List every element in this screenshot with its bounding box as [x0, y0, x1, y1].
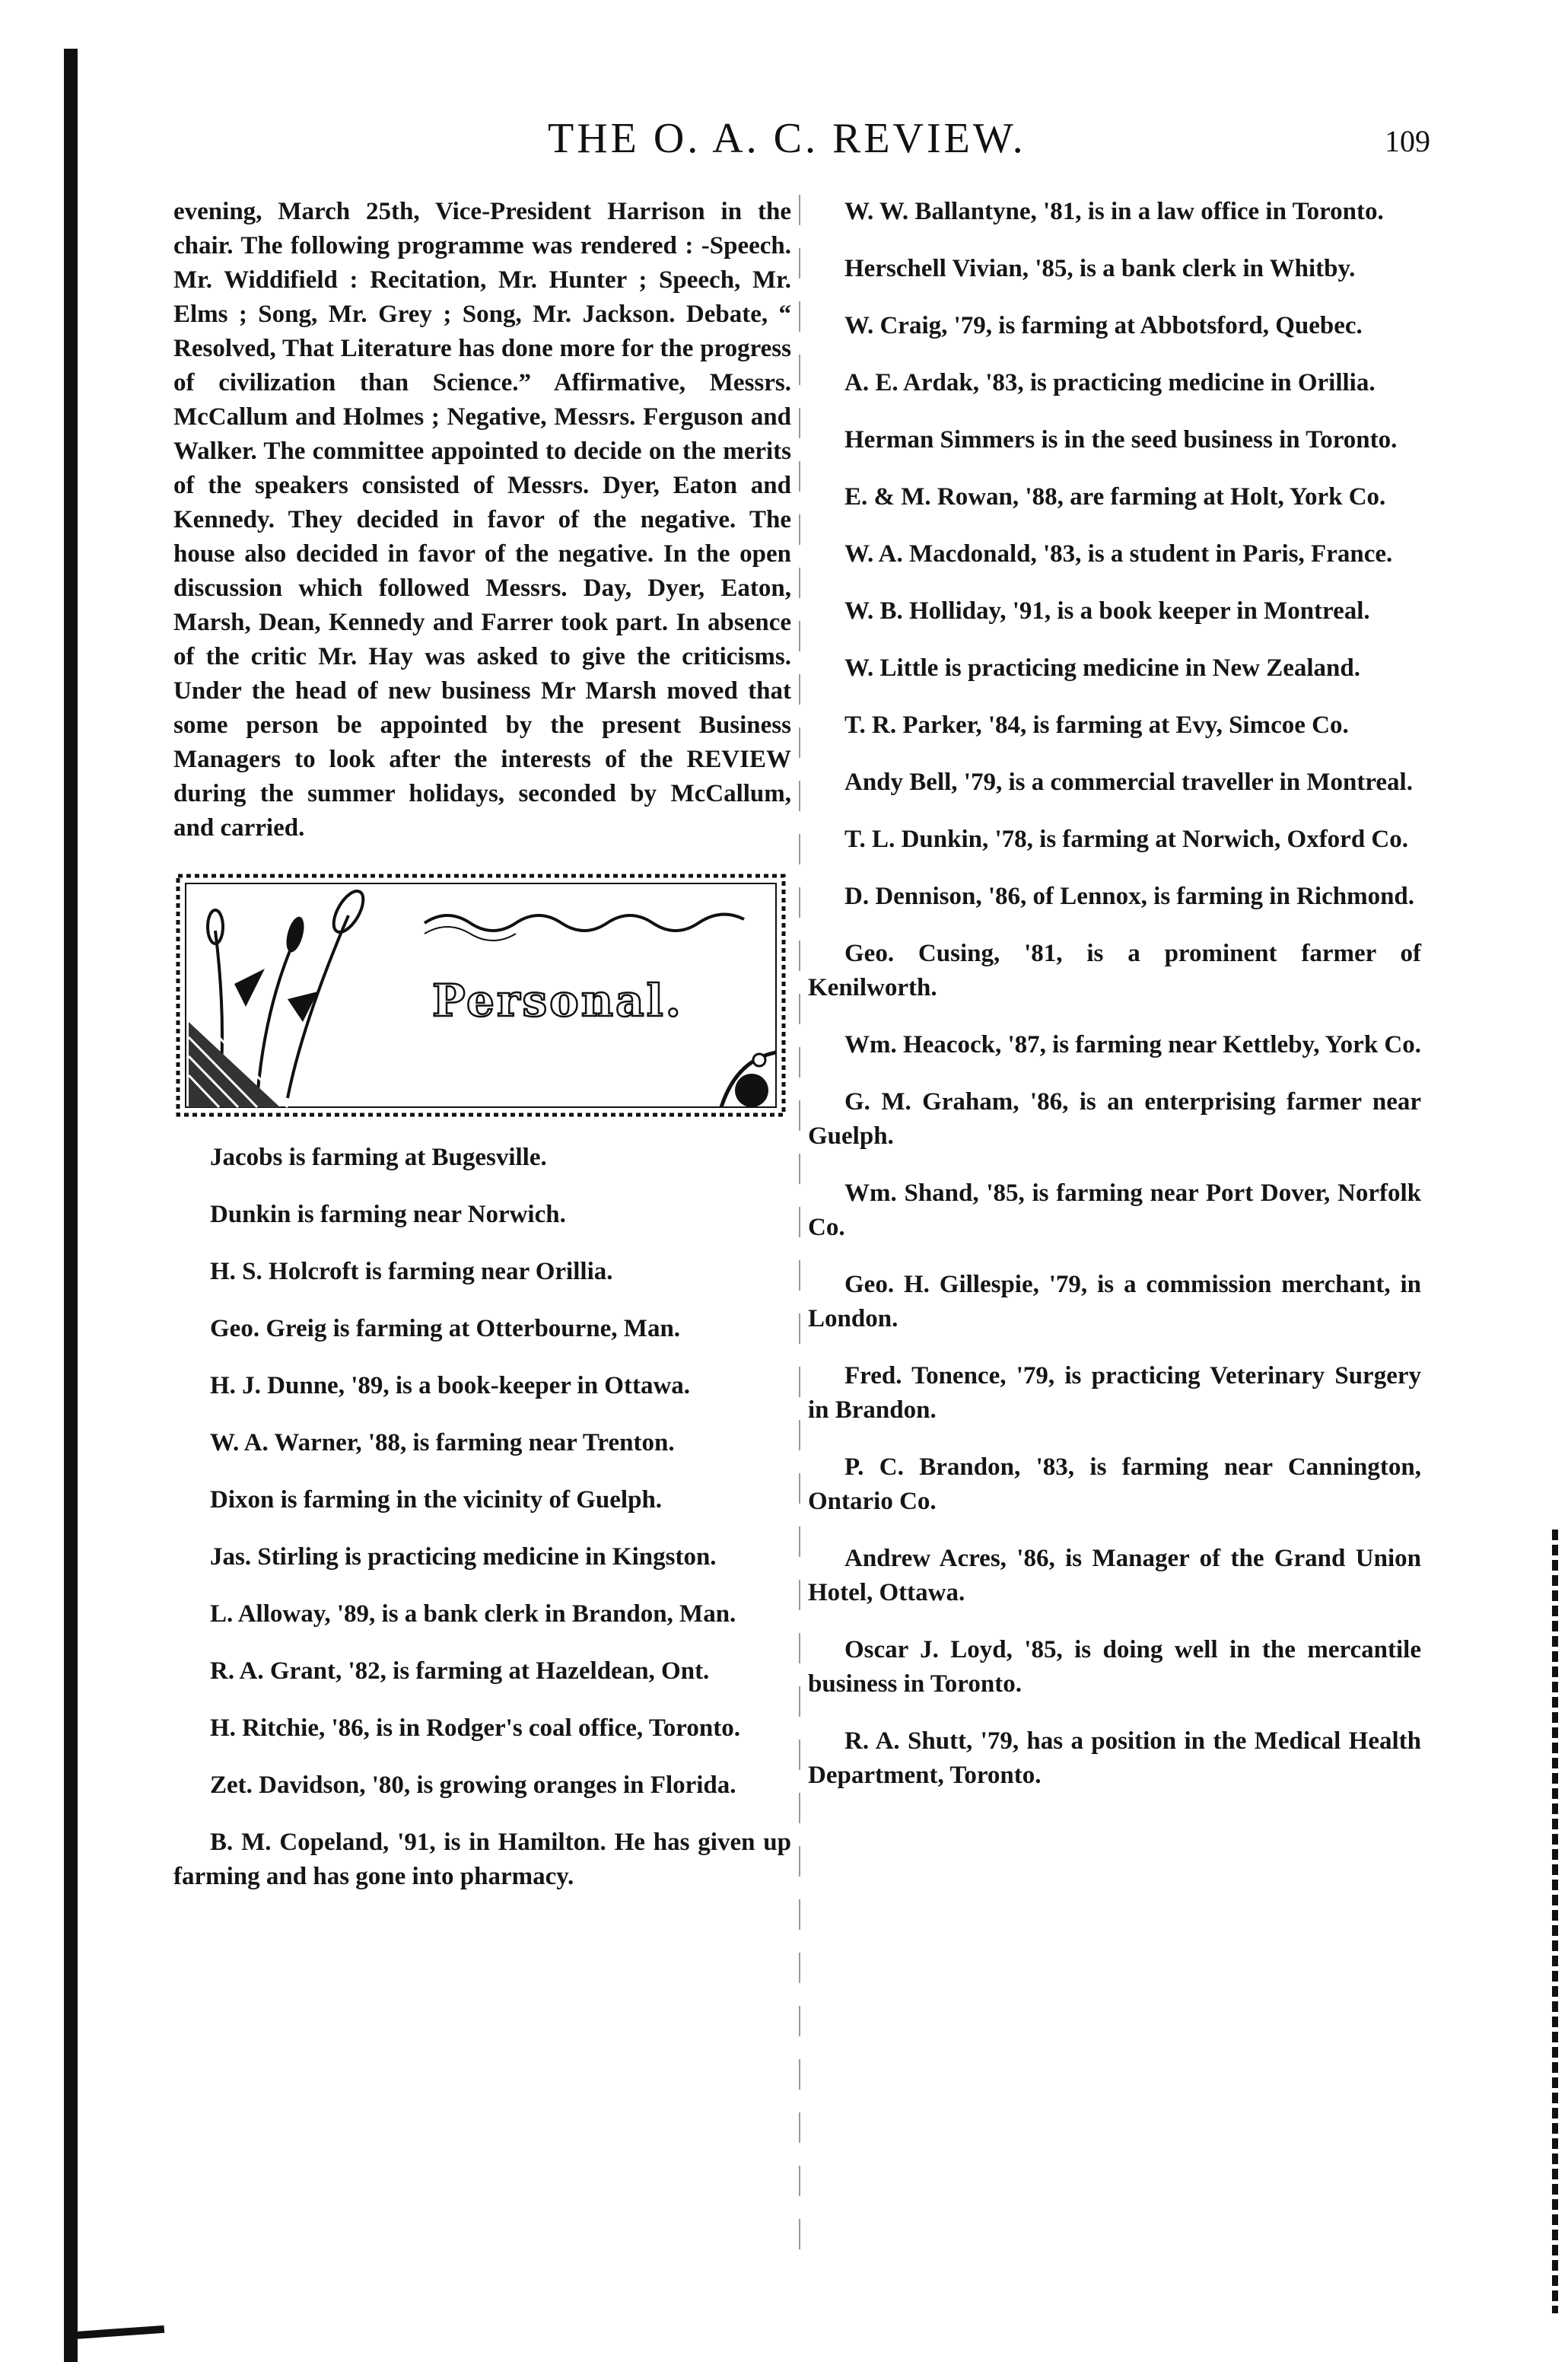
list-item: B. M. Copeland, '91, is in Hamilton. He has given up farming and has gone into pharmacy. [173, 1829, 791, 1890]
list-item: H. S. Holcroft is farming near Orillia. [210, 1258, 613, 1285]
list-item: Wm. Shand, '85, is farming near Port Dover, Norfolk Co. [808, 1179, 1421, 1241]
page-number: 109 [1385, 124, 1430, 158]
list-item: T. L. Dunkin, '78, is farming at Norwich, Oxford Co. [844, 826, 1409, 853]
list-item: W. A. Warner, '88, is farming near Trenton. [210, 1429, 675, 1456]
list-item: D. Dennison, '86, of Lennox, is farming in Richmond. [844, 883, 1415, 910]
list-item: H. Ritchie, '86, is in Rodger's coal office, Toronto. [210, 1714, 740, 1742]
page-right-edge [1552, 1530, 1558, 2313]
personal-items-left [173, 1141, 791, 1894]
list-item: Herschell Vivian, '85, is a bank clerk in Whitby. [844, 255, 1356, 282]
list-item: Dixon is farming in the vicinity of Guelph. [210, 1486, 663, 1514]
list-item: P. C. Brandon, '83, is farming near Cannington, Ontario Co. [808, 1453, 1421, 1515]
list-item: W. Little is practicing medicine in New Zealand. [844, 654, 1361, 682]
list-item: Geo. Cusing, '81, is a prominent farmer of Kenilworth. [808, 940, 1421, 1001]
list-item: Dunkin is farming near Norwich. [210, 1201, 566, 1228]
list-item: Jas. Stirling is practicing medicine in Kingston. [210, 1543, 717, 1571]
list-item: Geo. H. Gillespie, '79, is a commission merchant, in London. [808, 1271, 1421, 1332]
list-item: Zet. Davidson, '80, is growing oranges in Florida. [210, 1772, 736, 1799]
list-item: Geo. Greig is farming at Otterbourne, Man. [210, 1315, 681, 1342]
list-item: W. W. Ballantyne, '81, is in a law office in Toronto. [844, 198, 1384, 225]
page-binding-foot [73, 2325, 164, 2339]
list-item: W. A. Macdonald, '83, is a student in Paris, France. [844, 540, 1393, 568]
list-item: W. Craig, '79, is farming at Abbotsford, Quebec. [844, 312, 1363, 339]
list-item: T. R. Parker, '84, is farming at Evy, Simcoe Co. [844, 711, 1349, 739]
list-item: H. J. Dunne, '89, is a book-keeper in Ottawa. [210, 1372, 691, 1399]
list-item: R. A. Grant, '82, is farming at Hazeldean, Ont. [210, 1657, 710, 1685]
list-item: Wm. Heacock, '87, is farming near Kettleby, York Co. [844, 1031, 1422, 1058]
list-item: Jacobs is farming at Bugesville. [210, 1144, 547, 1171]
page-header [0, 91, 1568, 167]
list-item: Andy Bell, '79, is a commercial traveller in Montreal. [844, 769, 1413, 796]
right-column [808, 195, 1421, 1816]
left-column [173, 195, 791, 1917]
list-item: A. E. Ardak, '83, is practicing medicine in Orillia. [844, 369, 1376, 396]
page-binding-edge [64, 49, 78, 2362]
list-item: L. Alloway, '89, is a bank clerk in Brandon, Man. [210, 1600, 736, 1628]
personal-heading: Personal. [432, 975, 683, 1027]
list-item: Andrew Acres, '86, is Manager of the Grand Union Hotel, Ottawa. [808, 1545, 1421, 1606]
list-item: E. & M. Rowan, '88, are farming at Holt, York Co. [844, 483, 1386, 511]
society-meeting-paragraph: evening, March 25th, Vice-President Harrison in the chair. The following programme was rendered : -Speech. Mr. Widdifield : Recitation, Mr. Hunter ; Speech, Mr. Elms ; Song, Mr. Grey ; Song, Mr. Jackson. Debate, “ Resolved, That Literature has done more for the progress of civilization than Science.” Affirmative, Messrs. McCallum and Holmes ; Negative, Messrs. Ferguson and Walker. The committee appointed to decide on the merits of the speakers consisted of Messrs. Dyer, Eaton and Kennedy. They decided in favor of the negative. The house also decided in favor of the negative. In the open discussion which followed Messrs. Day, Dyer, Eaton, Marsh, Dean, Kennedy and Farrer took part. In absence of the critic Mr. Hay was asked to give the criticisms. Under the head of new business Mr Marsh moved that some person be appointed by the present Business Managers to look after the interests of the REVIEW during the summer holidays, seconded by McCallum, and carried. [173, 198, 791, 842]
list-item: Oscar J. Loyd, '85, is doing well in the mercantile business in Toronto. [808, 1636, 1421, 1698]
journal-title: THE O. A. C. REVIEW. [548, 115, 1026, 162]
list-item: Fred. Tonence, '79, is practicing Veterinary Surgery in Brandon. [808, 1362, 1421, 1424]
list-item: G. M. Graham, '86, is an enterprising farmer near Guelph. [808, 1088, 1421, 1150]
list-item: R. A. Shutt, '79, has a position in the Medical Health Department, Toronto. [808, 1727, 1421, 1789]
list-item: Herman Simmers is in the seed business in Toronto. [844, 426, 1398, 454]
personal-banner [173, 870, 790, 1121]
list-item: W. B. Holliday, '91, is a book keeper in Montreal. [844, 597, 1370, 625]
column-divider [799, 195, 800, 2249]
